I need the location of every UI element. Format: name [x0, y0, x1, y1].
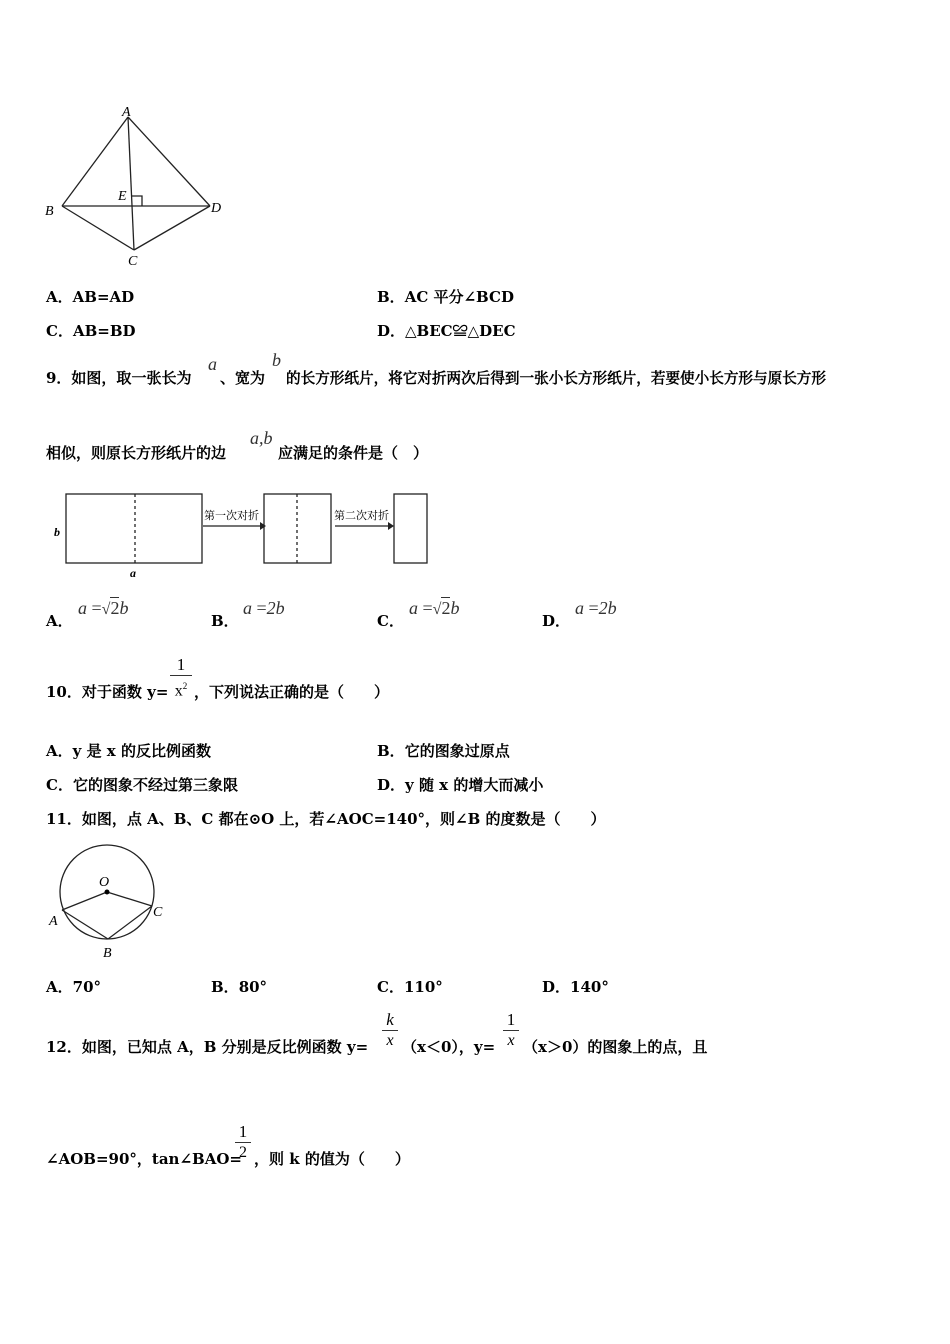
q9-var-a: a — [208, 354, 217, 374]
step1-label: 第一次对折 — [204, 510, 259, 522]
q10-option-d[interactable]: D．y 随 x 的增大而减小 — [377, 776, 544, 794]
label-b: B — [45, 204, 54, 219]
q10-fraction: 1 $x^2$ — [170, 656, 192, 700]
center-point — [105, 890, 110, 895]
arrow-2-head — [388, 522, 394, 530]
q9-option-b-math[interactable]: a =2b — [243, 598, 285, 618]
right-angle-mark — [132, 196, 142, 206]
label-e: E — [118, 189, 127, 204]
segment-dc — [134, 206, 210, 250]
q9-stem-suffix: 的长方形纸片，将它对折两次后得到一张小长方形纸片，若要使小长方形与原长方形 — [286, 370, 826, 387]
circle-figure — [44, 842, 174, 962]
segment-cb — [108, 906, 152, 939]
segment-oc — [107, 892, 152, 906]
q11-stem: 11．如图，点 A、B、C 都在⊙O 上，若∠AOC=140°，则∠B 的度数是（ ） — [46, 810, 606, 828]
q10-stem-prefix: 10．对于函数 y= — [46, 683, 169, 701]
q12-stem-mid1: （x＜0），y= — [402, 1038, 496, 1056]
q9-stem-line2-suffix: 应满足的条件是（ ） — [278, 444, 429, 462]
q11-option-a[interactable]: A．70° — [46, 978, 102, 996]
q9-option-c-math[interactable]: a =√2b — [409, 598, 460, 618]
q8-option-d[interactable]: D．△BEC≌△DEC — [377, 322, 516, 340]
q11-option-d[interactable]: D．140° — [542, 978, 609, 996]
q10-stem-suffix: ，下列说法正确的是（ ） — [194, 683, 390, 701]
q9-option-d-math[interactable]: a =2b — [575, 598, 617, 618]
q12-fraction-1-over-2: 1 2 — [235, 1123, 251, 1162]
label-c: C — [128, 254, 138, 269]
q12-fraction-1-over-x: 1 x — [503, 1011, 519, 1050]
segment-bc — [62, 206, 134, 250]
q12-fraction-k-over-x: k x — [382, 1011, 398, 1050]
kite-figure — [40, 100, 240, 270]
label-a: A — [49, 914, 58, 929]
q10-option-c[interactable]: C．它的图象不经过第三象限 — [46, 776, 238, 794]
q10-option-a[interactable]: A．y 是 x 的反比例函数 — [46, 742, 211, 760]
q9-option-d-letter[interactable]: D． — [542, 612, 571, 630]
arrow-1-head — [260, 522, 266, 530]
segment-oa — [62, 892, 107, 910]
label-c: C — [153, 905, 163, 920]
sqrt-icon: √ — [101, 601, 111, 618]
q8-option-c[interactable]: C．AB=BD — [46, 322, 136, 340]
q9-var-b: b — [272, 350, 281, 370]
q12-stem-prefix: 12．如图，已知点 A，B 分别是反比例函数 y= — [46, 1038, 369, 1056]
q9-option-b-letter[interactable]: B． — [211, 612, 239, 630]
q11-option-c[interactable]: C．110° — [377, 978, 443, 996]
q9-option-c-letter[interactable]: C． — [377, 612, 404, 630]
q12-stem-mid2: （x＞0）的图象上的点，且 — [523, 1038, 708, 1056]
q8-option-a[interactable]: A．AB=AD — [46, 288, 135, 306]
q9-option-a-letter[interactable]: A． — [46, 612, 73, 630]
quarter-rectangle — [394, 494, 427, 563]
q9-stem-line2: 相似，则原长方形纸片的边 — [46, 444, 227, 462]
segment-ad — [128, 117, 210, 206]
folding-figure — [50, 488, 440, 583]
label-b: b — [54, 525, 60, 539]
q9-var-ab: a,b — [250, 428, 273, 448]
q10-option-b[interactable]: B．它的图象过原点 — [377, 742, 510, 760]
label-a: a — [130, 566, 136, 580]
step2-label: 第二次对折 — [334, 510, 389, 522]
q9-stem-mid: 、宽为 — [220, 369, 266, 387]
q8-option-b[interactable]: B．AC 平分∠BCD — [377, 288, 514, 306]
label-b: B — [103, 946, 112, 961]
original-rectangle — [66, 494, 202, 563]
segment-ac — [128, 117, 134, 250]
sqrt-icon: √ — [432, 601, 442, 618]
q9-stem-line1: 9．如图，取一张长为 — [46, 369, 192, 387]
q12-stem-line2-prefix: ∠AOB=90°，tan∠BAO= — [46, 1150, 242, 1168]
label-o: O — [99, 875, 110, 890]
q9-option-a-math[interactable]: a =√2b — [78, 598, 129, 618]
label-a: A — [122, 105, 131, 120]
half-rectangle — [264, 494, 331, 563]
q12-stem-line2-suffix: ，则 k 的值为（ ） — [254, 1150, 410, 1168]
segment-ab — [62, 910, 108, 939]
label-d: D — [211, 201, 222, 216]
q11-option-b[interactable]: B．80° — [211, 978, 268, 996]
